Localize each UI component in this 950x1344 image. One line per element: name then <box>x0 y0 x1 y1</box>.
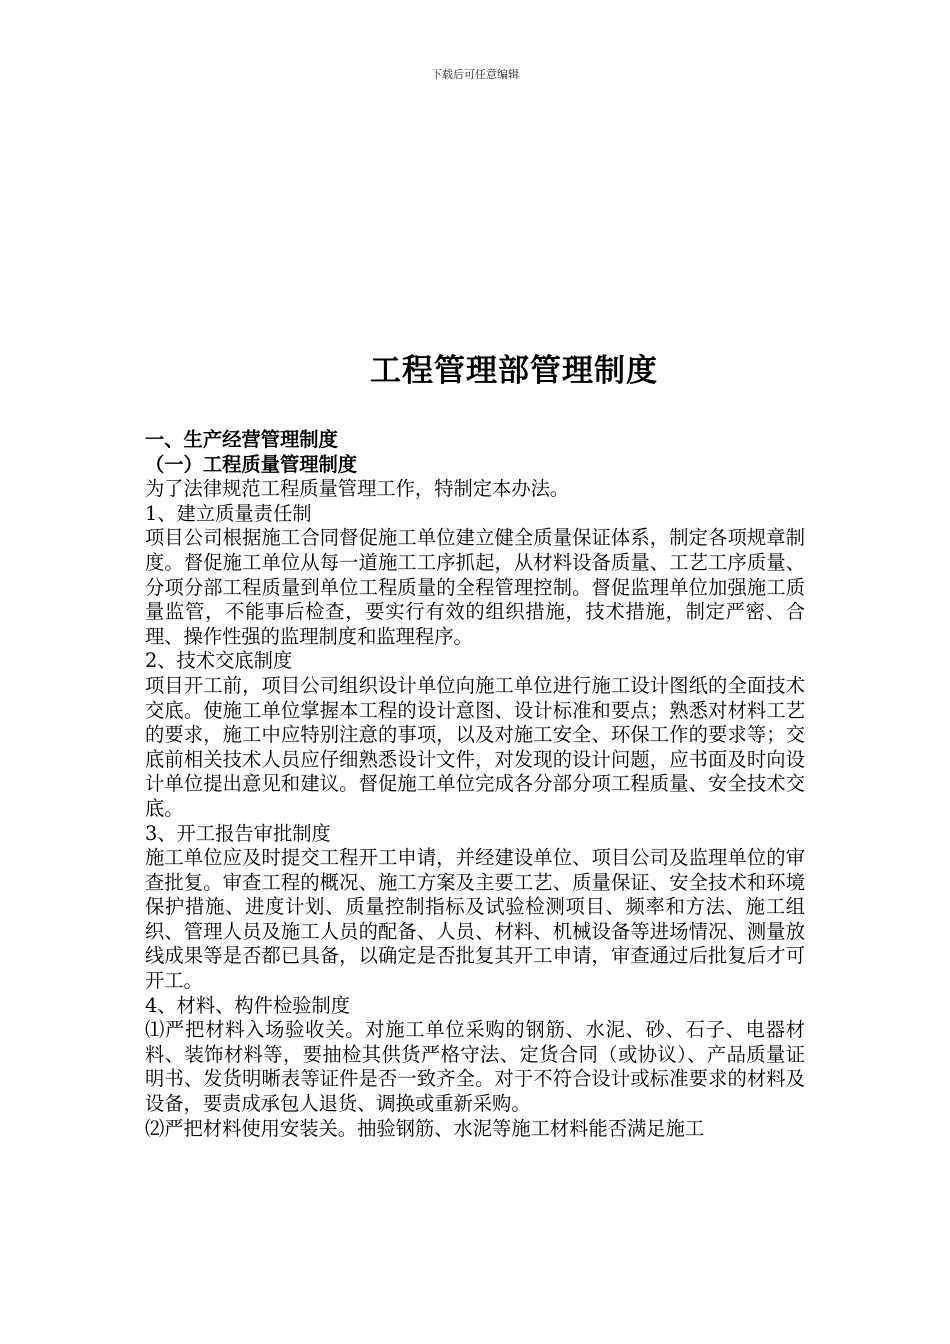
item-heading: 2、技术交底制度 <box>145 649 293 673</box>
item-body: ⑴严把材料入场验收关。对施工单位采购的钢筋、水泥、砂、石子、电器材料、装饰材料等，要抽检其供货严格守法、定货合同（或协议）、产品质量证明书、发货明晰表等证件是否一致齐全。对于不符合设计或标准要求的材料及设备，要责成承包人退货、调换或重新采购。 <box>145 1018 805 1116</box>
section-heading: 一、生产经营管理制度 <box>145 428 338 451</box>
trailing-paragraph: ⑵严把材料使用安装关。抽验钢筋、水泥等施工材料能否满足施工 <box>145 1116 705 1140</box>
intro-paragraph: 为了法律规范工程质量管理工作，特制定本办法。 <box>145 477 570 501</box>
item-heading: 3、开工报告审批制度 <box>145 821 331 845</box>
item-body: 施工单位应及时提交工程开工申请，并经建设单位、项目公司及监理单位的审查批复。审查工程的概况、施工方案及主要工艺、质量保证、安全技术和环境保护措施、进度计划、质量控制指标及试验检测项目、频率和方法、施工组织、管理人员及施工人员的配备、人员、材料、机械设备等进场情况、测量放线成果等是否都已具备，以确定是否批复其开工申请，审查通过后批复后才可开工。 <box>145 846 805 993</box>
item-body: 项目公司根据施工合同督促施工单位建立健全质量保证体系，制定各项规章制度。督促施工单位从每一道施工工序抓起，从材料设备质量、工艺工序质量、分项分部工程质量到单位工程质量的全程管理控制。督促监理单位加强施工质量监管，不能事后检查，要实行有效的组织措施，技术措施，制定严密、合理、操作性强的监理制度和监理程序。 <box>145 526 805 648</box>
item-body: 项目开工前，项目公司组织设计单位向施工单位进行施工设计图纸的全面技术交底。使施工单位掌握本工程的设计意图、设计标准和要点；熟悉对材料工艺的要求，施工中应特别注意的事项，以及对施工安全、环保工作的要求等；交底前相关技术人员应仔细熟悉设计文件，对发现的设计问题，应书面及时向设计单位提出意见和建议。督促施工单位完成各分部分项工程质量、安全技术交底。 <box>145 673 805 820</box>
subsection-heading: （一）工程质量管理制度 <box>145 452 358 476</box>
header-note: 下载后可任意编辑 <box>431 68 519 81</box>
document-title: 工程管理部管理制度 <box>370 353 658 389</box>
item-heading: 1、建立质量责任制 <box>145 501 312 525</box>
document-body <box>145 428 805 1141</box>
item-heading: 4、材料、构件检验制度 <box>145 993 351 1017</box>
